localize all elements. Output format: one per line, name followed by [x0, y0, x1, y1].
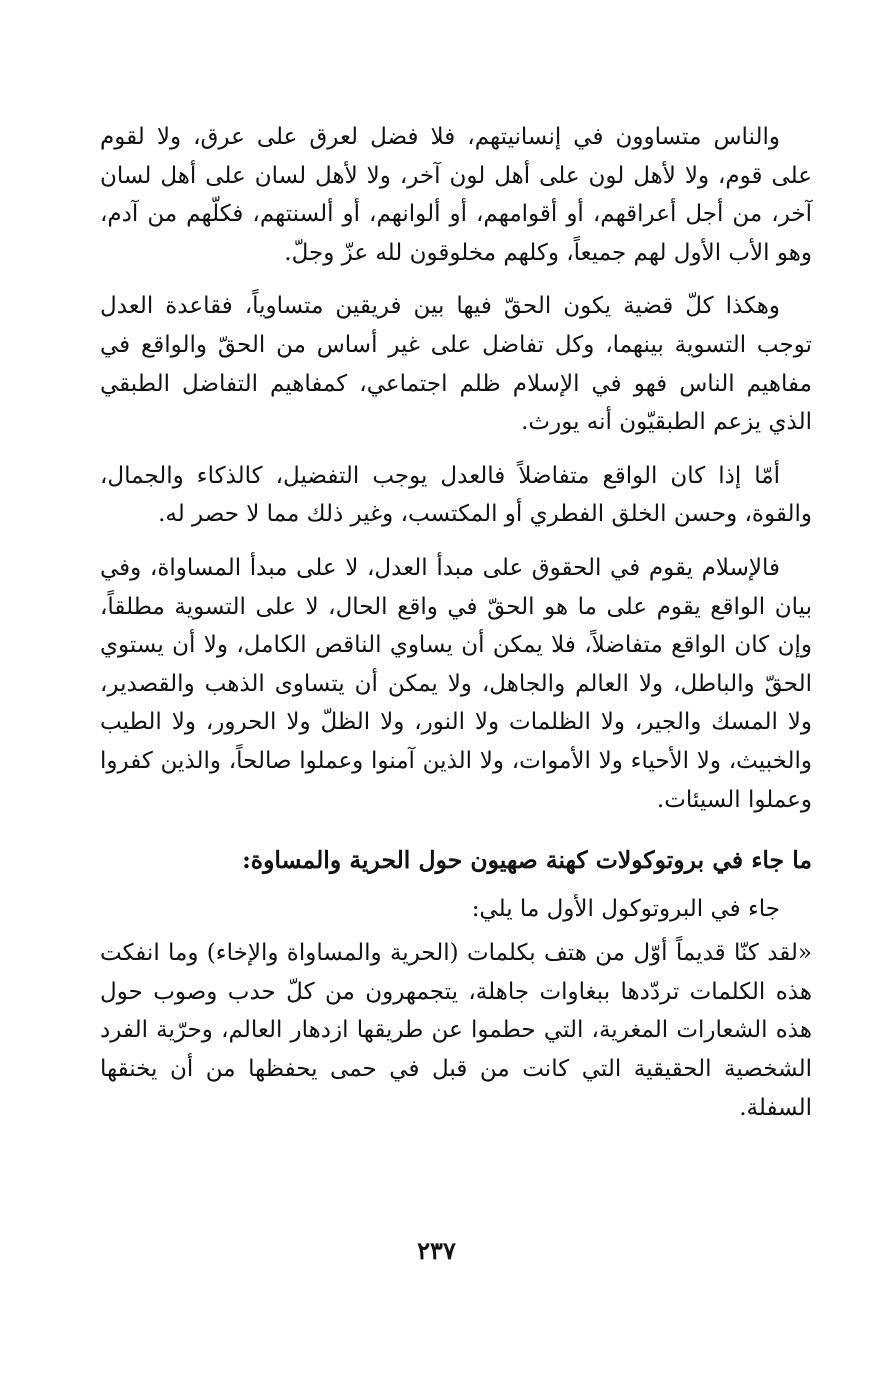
paragraph-2: وهكذا كلّ قضية يكون الحقّ فيها بين فريقين متساوياً، فقاعدة العدل توجب التسوية بينهما، وكل تفاضل على غير أساس من الحقّ والواقع في مفاهيم الناس فهو في الإسلام ظلم اجتماعي، كمفاهيم التفاضل الطبقي الذي يزعم الطبقيّون أنه يورث. [100, 293, 812, 436]
page-number: ٢٣٧ [417, 1236, 456, 1265]
page-body [100, 118, 812, 1127]
paragraph-4: فالإسلام يقوم في الحقوق على مبدأ العدل، لا على مبدأ المساواة، وفي بيان الواقع يقوم على ما هو الحقّ في واقع الحال، لا على التسوية مطلقاً، وإن كان الواقع متفاضلاً، فلا يمكن أن يساوي الناقص الكامل، ولا أن يستوي الحقّ والباطل، ولا العالم والجاهل، ولا يمكن أن يتساوى الذهب والقصدير، ولا المسك والجير، ولا الظلمات ولا النور، ولا الظلّ ولا الحرور، ولا الطيب والخبيث، ولا الأحياء ولا الأموات، ولا الذين آمنوا وعملوا صالحاً، والذين كفروا وعملوا السيئات. [100, 554, 812, 813]
section-heading: ما جاء في بروتوكولات كهنة صهيون حول الحرية والمساوة: [242, 846, 812, 875]
quote-intro: جاء في البروتوكول الأول ما يلي: [471, 895, 780, 922]
paragraph-3: أمّا إذا كان الواقع متفاضلاً فالعدل يوجب التفضيل، كالذكاء والجمال، والقوة، وحسن الخلق الفطري أو المكتسب، وغير ذلك مما لا حصر له. [100, 462, 812, 528]
paragraph-1: والناس متساوون في إنسانيتهم، فلا فضل لعرق على عرق، ولا لقوم على قوم، ولا لأهل لون على أهل لون آخر، ولا لأهل لسان على أهل لسان آخر، من أجل أعراقهم، أو أقوامهم، أو ألوانهم، أو ألسنتهم، فكلّهم من آدم، وهو الأب الأول لهم جميعاً، وكلهم مخلوقون لله عزّ وجلّ. [100, 124, 812, 266]
quotation: «لقد كنّا قديماً أوّل من هتف بكلمات (الحرية والمساواة والإخاء) وما انفكت هذه الكلمات تردّدها ببغاوات جاهلة، يتجمهرون من كلّ حدب وصوب حول هذه الشعارات المغرية، التي حطموا عن طريقها ازدهار العالم، وحرّية الفرد الشخصية الحقيقية التي كانت من قبل في حمى يحفظها من أن يخنقها السفلة. [100, 940, 812, 1121]
